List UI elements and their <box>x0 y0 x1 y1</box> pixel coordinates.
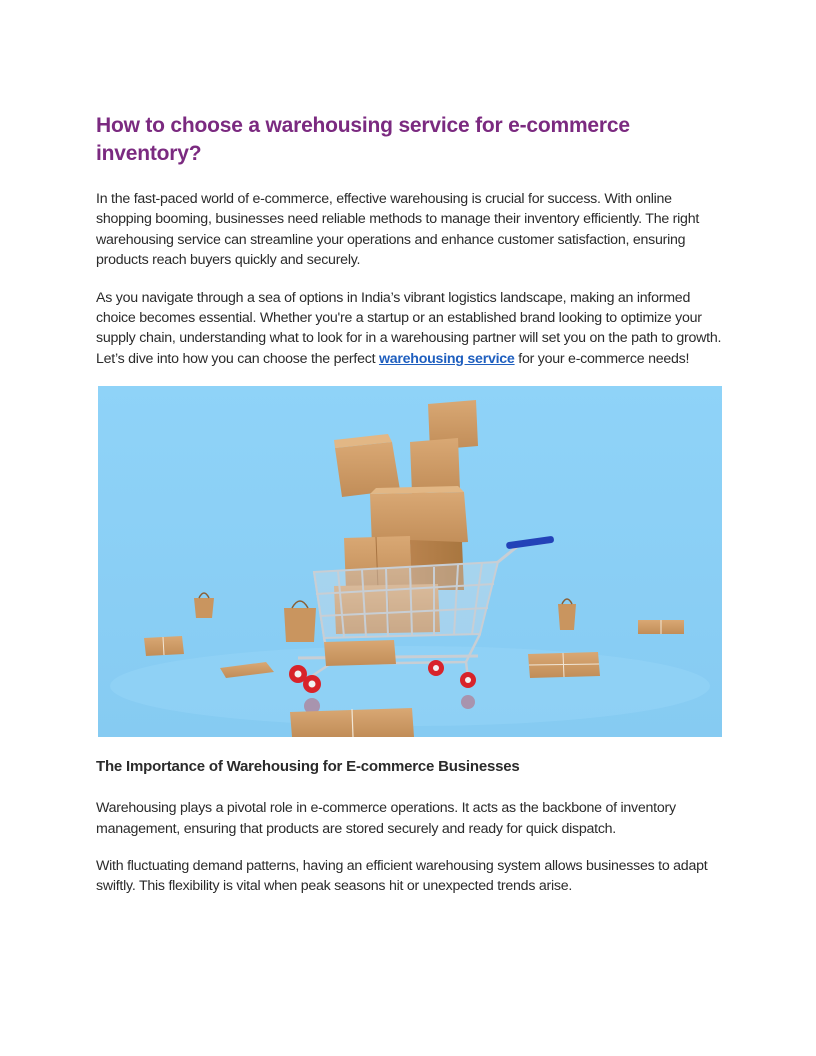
section-paragraph-1: Warehousing plays a pivotal role in e-commerce operations. It acts as the backbone of inventory management, ensuring that products are stored securely and ready for quick dispatch. <box>96 800 676 837</box>
section-heading-importance: The Importance of Warehousing for E-commerce Businesses <box>96 758 520 776</box>
warehousing-service-link[interactable]: warehousing service <box>378 350 515 367</box>
shopping-cart-boxes-image <box>98 386 722 737</box>
cart-bottom-box <box>324 640 396 666</box>
article <box>96 112 722 914</box>
intro-2-text-before: As you navigate through a sea of options in India’s vibrant logistics landscape, making an informed choice becomes essential. Whether you're a startup or an established brand looking to optimize your supply chain, understanding what to look for in a warehousing partner will set you on the path to growth. Let’s dive into how you can choose the perfect <box>96 289 722 367</box>
section-paragraph-2: With fluctuating demand patterns, having an efficient warehousing system allows businesses to adapt swiftly. This flexibility is vital when peak seasons hit or unexpected trends arise. <box>96 858 708 895</box>
intro-2-text-after: for your e-commerce needs! <box>514 350 690 367</box>
intro-paragraph-1: In the fast-paced world of e-commerce, effective warehousing is crucial for success. With online shopping booming, businesses need reliable methods to manage their inventory efficiently. The right warehousing service can streamline your operations and enhance customer satisfaction, ensuring products reach buyers quickly and securely. <box>96 191 700 269</box>
intro-paragraph-2 <box>96 288 722 370</box>
article-title: How to choose a warehousing service for e-commerce inventory? <box>96 114 630 165</box>
